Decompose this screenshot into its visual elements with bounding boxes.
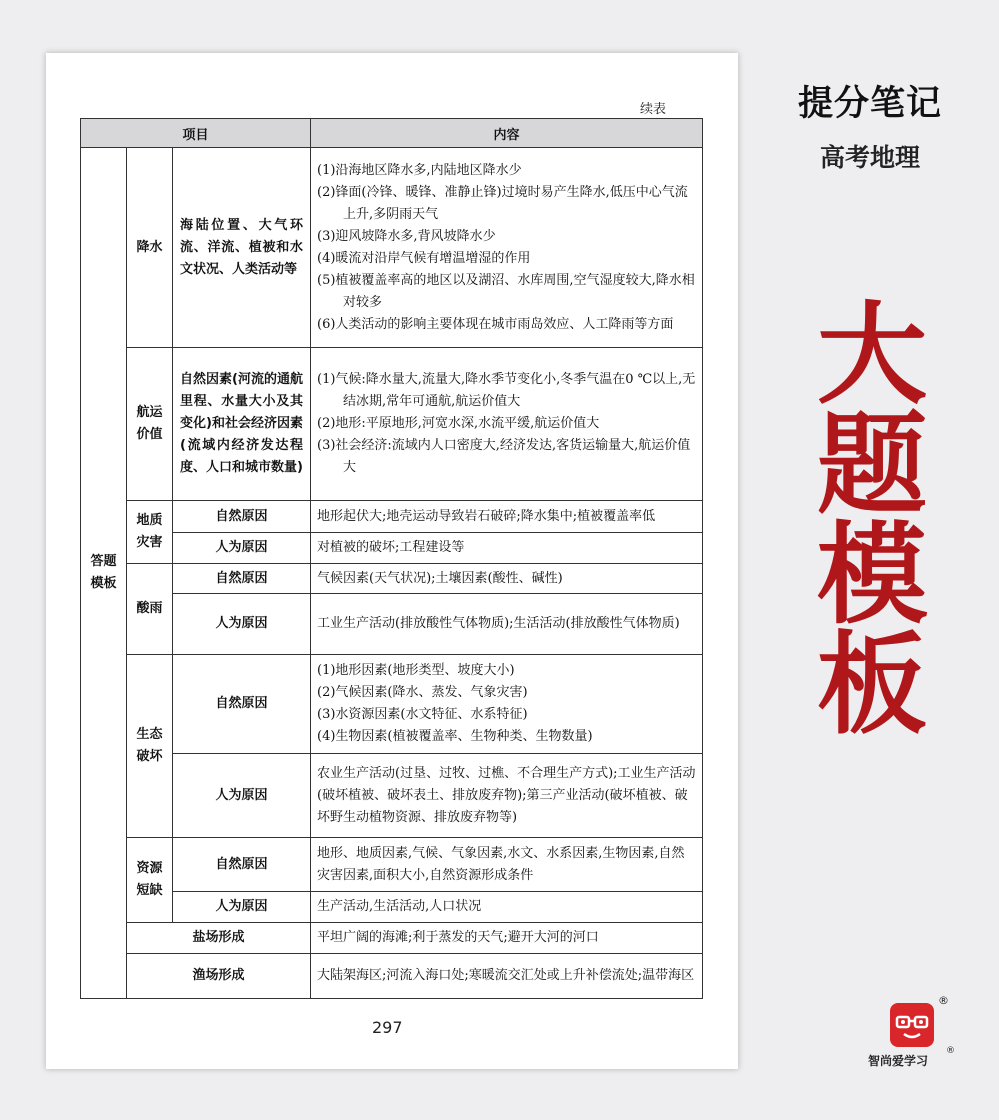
table-row [81, 655, 703, 754]
table-row [81, 348, 703, 501]
shipping-factor: 自然因素(河流的通航里程、水量大小及其变化)和社会经济因素(流域内经济发达程度、人口和城市数量) [173, 348, 311, 501]
list-item: (2)锋面(冷锋、暖锋、准静止锋)过境时易产生降水,低压中心气流上升,多阴雨天气 [317, 184, 688, 222]
geo-human-label: 人为原因 [173, 533, 311, 564]
eco-natural-content [311, 655, 703, 754]
table-header-row [81, 119, 703, 148]
list-item: (5)植被覆盖率高的地区以及湖沼、水库周围,空气湿度较大,降水相对较多 [317, 272, 695, 310]
logo-registered-mark: ® [938, 994, 949, 1007]
list-item: (1)沿海地区降水多,内陆地区降水少 [317, 162, 522, 178]
acid-human-content: 工业生产活动(排放酸性气体物质);生活活动(排放酸性气体物质) [311, 594, 703, 655]
table-row [81, 564, 703, 594]
table-row [81, 892, 703, 923]
list-item: (3)水资源因素(水文特征、水系特征) [317, 707, 528, 722]
eco-label: 生态 破坏 [127, 655, 173, 838]
header-content: 内容 [311, 119, 703, 148]
list-item: (1)气候:降水量大,流量大,降水季节变化小,冬季气温在0 ℃以上,无结冰期,常年可通航,航运价值大 [317, 372, 696, 409]
table-row [81, 838, 703, 892]
eco-human-content: 农业生产活动(过垦、过牧、过樵、不合理生产方式);工业生产活动(破坏植被、破坏表土、排放废弃物);第三产业活动(破坏植被、破坏野生动植物资源、排放废弃物等) [311, 754, 703, 838]
geo-natural-content: 地形起伏大;地壳运动导致岩石破碎;降水集中;植被覆盖率低 [311, 501, 703, 533]
continued-label: 续表 [640, 102, 667, 117]
table-row [81, 594, 703, 655]
fishery-label: 渔场形成 [127, 954, 311, 999]
table-row [81, 954, 703, 999]
group-cell: 答题 模板 [81, 148, 127, 999]
list-item: (4)暖流对沿岸气候有增温增湿的作用 [317, 250, 531, 266]
geo-human-content: 对植被的破坏;工程建设等 [311, 533, 703, 564]
list-item: (3)迎风坡降水多,背风坡降水少 [317, 228, 496, 244]
acid-natural-label: 自然原因 [173, 564, 311, 594]
logo-text: 智尚爱学习 [868, 1054, 929, 1068]
resource-human-label: 人为原因 [173, 892, 311, 923]
acid-human-label: 人为原因 [173, 594, 311, 655]
side-title: 提分笔记 [797, 84, 942, 124]
side-subtitle: 高考地理 [819, 143, 920, 172]
logo-text-registered-mark: ® [946, 1046, 955, 1056]
salt-label: 盐场形成 [127, 923, 311, 954]
brand-logo-icon [890, 1003, 934, 1047]
page-number: 297 [372, 1018, 403, 1037]
list-item: (3)社会经济:流域内人口密度大,经济发达,客货运输量大,航运价值大 [317, 438, 691, 475]
template-table [80, 118, 703, 999]
precip-label: 降水 [127, 148, 173, 348]
acid-natural-content: 气候因素(天气状况);土壤因素(酸性、碱性) [311, 564, 703, 594]
table-row [81, 501, 703, 533]
list-item: (4)生物因素(植被覆盖率、生物种类、生物数量) [317, 729, 593, 744]
resource-human-content: 生产活动,生活活动,人口状况 [311, 892, 703, 923]
geo-hazard-label: 地质 灾害 [127, 501, 173, 564]
list-item: (2)气候因素(降水、蒸发、气象灾害) [317, 685, 528, 700]
resource-label: 资源 短缺 [127, 838, 173, 923]
table-row [81, 148, 703, 348]
acid-rain-label: 酸雨 [127, 564, 173, 655]
glasses-face-icon [890, 1003, 934, 1047]
list-item: (1)地形因素(地形类型、坡度大小) [317, 663, 515, 678]
eco-natural-label: 自然原因 [173, 655, 311, 754]
fishery-content: 大陆架海区;河流入海口处;寒暖流交汇处或上升补偿流处;温带海区 [311, 954, 703, 999]
table-row [81, 533, 703, 564]
geo-natural-label: 自然原因 [173, 501, 311, 533]
list-item: (2)地形:平原地形,河宽水深,水流平缓,航运价值大 [317, 416, 600, 431]
salt-content: 平坦广阔的海滩;利于蒸发的天气;避开大河的河口 [311, 923, 703, 954]
table-row [81, 923, 703, 954]
precip-factor: 海陆位置、大气环流、洋流、植被和水文状况、人类活动等 [173, 148, 311, 348]
shipping-label: 航运 价值 [127, 348, 173, 501]
resource-natural-label: 自然原因 [173, 838, 311, 892]
shipping-content [311, 348, 703, 501]
eco-human-label: 人为原因 [173, 754, 311, 838]
resource-natural-content: 地形、地质因素,气候、气象因素,水文、水系因素,生物因素,自然灾害因素,面积大小,自然资源形成条件 [311, 838, 703, 892]
big-title: 大 题 模 板 [817, 291, 927, 749]
list-item: (6)人类活动的影响主要体现在城市雨岛效应、人工降雨等方面 [317, 316, 674, 332]
precip-content [311, 148, 703, 348]
header-item: 项目 [81, 119, 311, 148]
table-row [81, 754, 703, 838]
